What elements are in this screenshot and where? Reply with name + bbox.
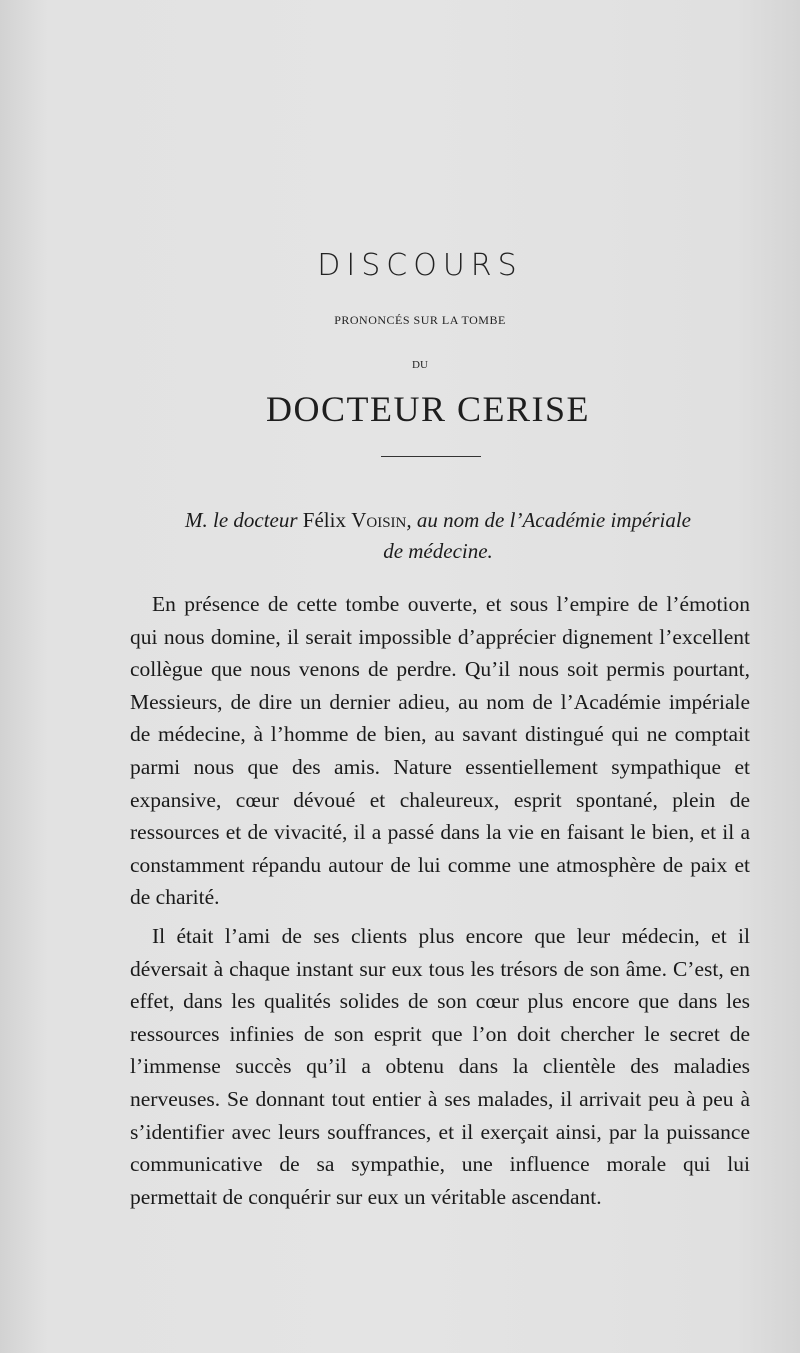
deceased-name-heading: DOCTEUR CERISE <box>265 389 590 429</box>
speaker-affiliation-continued: de médecine. <box>383 539 493 563</box>
section-divider <box>381 456 481 457</box>
speaker-first-name: Félix <box>302 508 346 532</box>
speech-body <box>130 588 750 1213</box>
paragraph: Il était l’ami de ses clients plus encore que leur médecin, et il déversait à chaque instant sur eux tous les trésors de son âme. C’est, en effet, dans les qualités solides de son cœur plus encore que dans les ressources infinies de son esprit que l’on doit chercher le secret de l’immense succès qu’il a obtenu dans la clientèle des maladies nerveuses. Se donnant tout entier à ses malades, il arrivait peu à peu à s’identifier avec leurs souffrances, et il exerçait ainsi, par la puissance communicative de sa sympathie, une influence morale qui lui permettait de conquérir sur eux un véritable ascendant. <box>130 923 750 1209</box>
speaker-attribution <box>108 505 768 567</box>
title-connector: DU <box>412 359 428 371</box>
paragraph: En présence de cette tombe ouverte, et sous l’empire de l’émotion qui nous domine, il serait impossible d’apprécier dignement l’excellent collègue que nous venons de perdre. Qu’il nous soit permis pourtant, Messieurs, de dire un dernier adieu, au nom de l’Académie impériale de médecine, à l’homme de bien, au savant distingué qui ne comptait parmi nous que des amis. Nature essentiellement sympathique et expansive, cœur dévoué et chaleureux, esprit spontané, plein de ressources et de vivacité, il a passé dans la vie en faisant le bien, et il a constamment répandu autour de lui comme une atmosphère de paix et de charité. <box>130 592 750 910</box>
page-subtitle: PRONONCÉS SUR LA TOMBE <box>334 313 506 327</box>
page-title: DISCOURS <box>317 248 523 283</box>
speaker-prefix: M. le docteur <box>185 508 298 532</box>
speaker-affiliation: , au nom de l’Académie impériale <box>406 508 691 532</box>
speaker-last-name: Voisin <box>351 508 407 532</box>
